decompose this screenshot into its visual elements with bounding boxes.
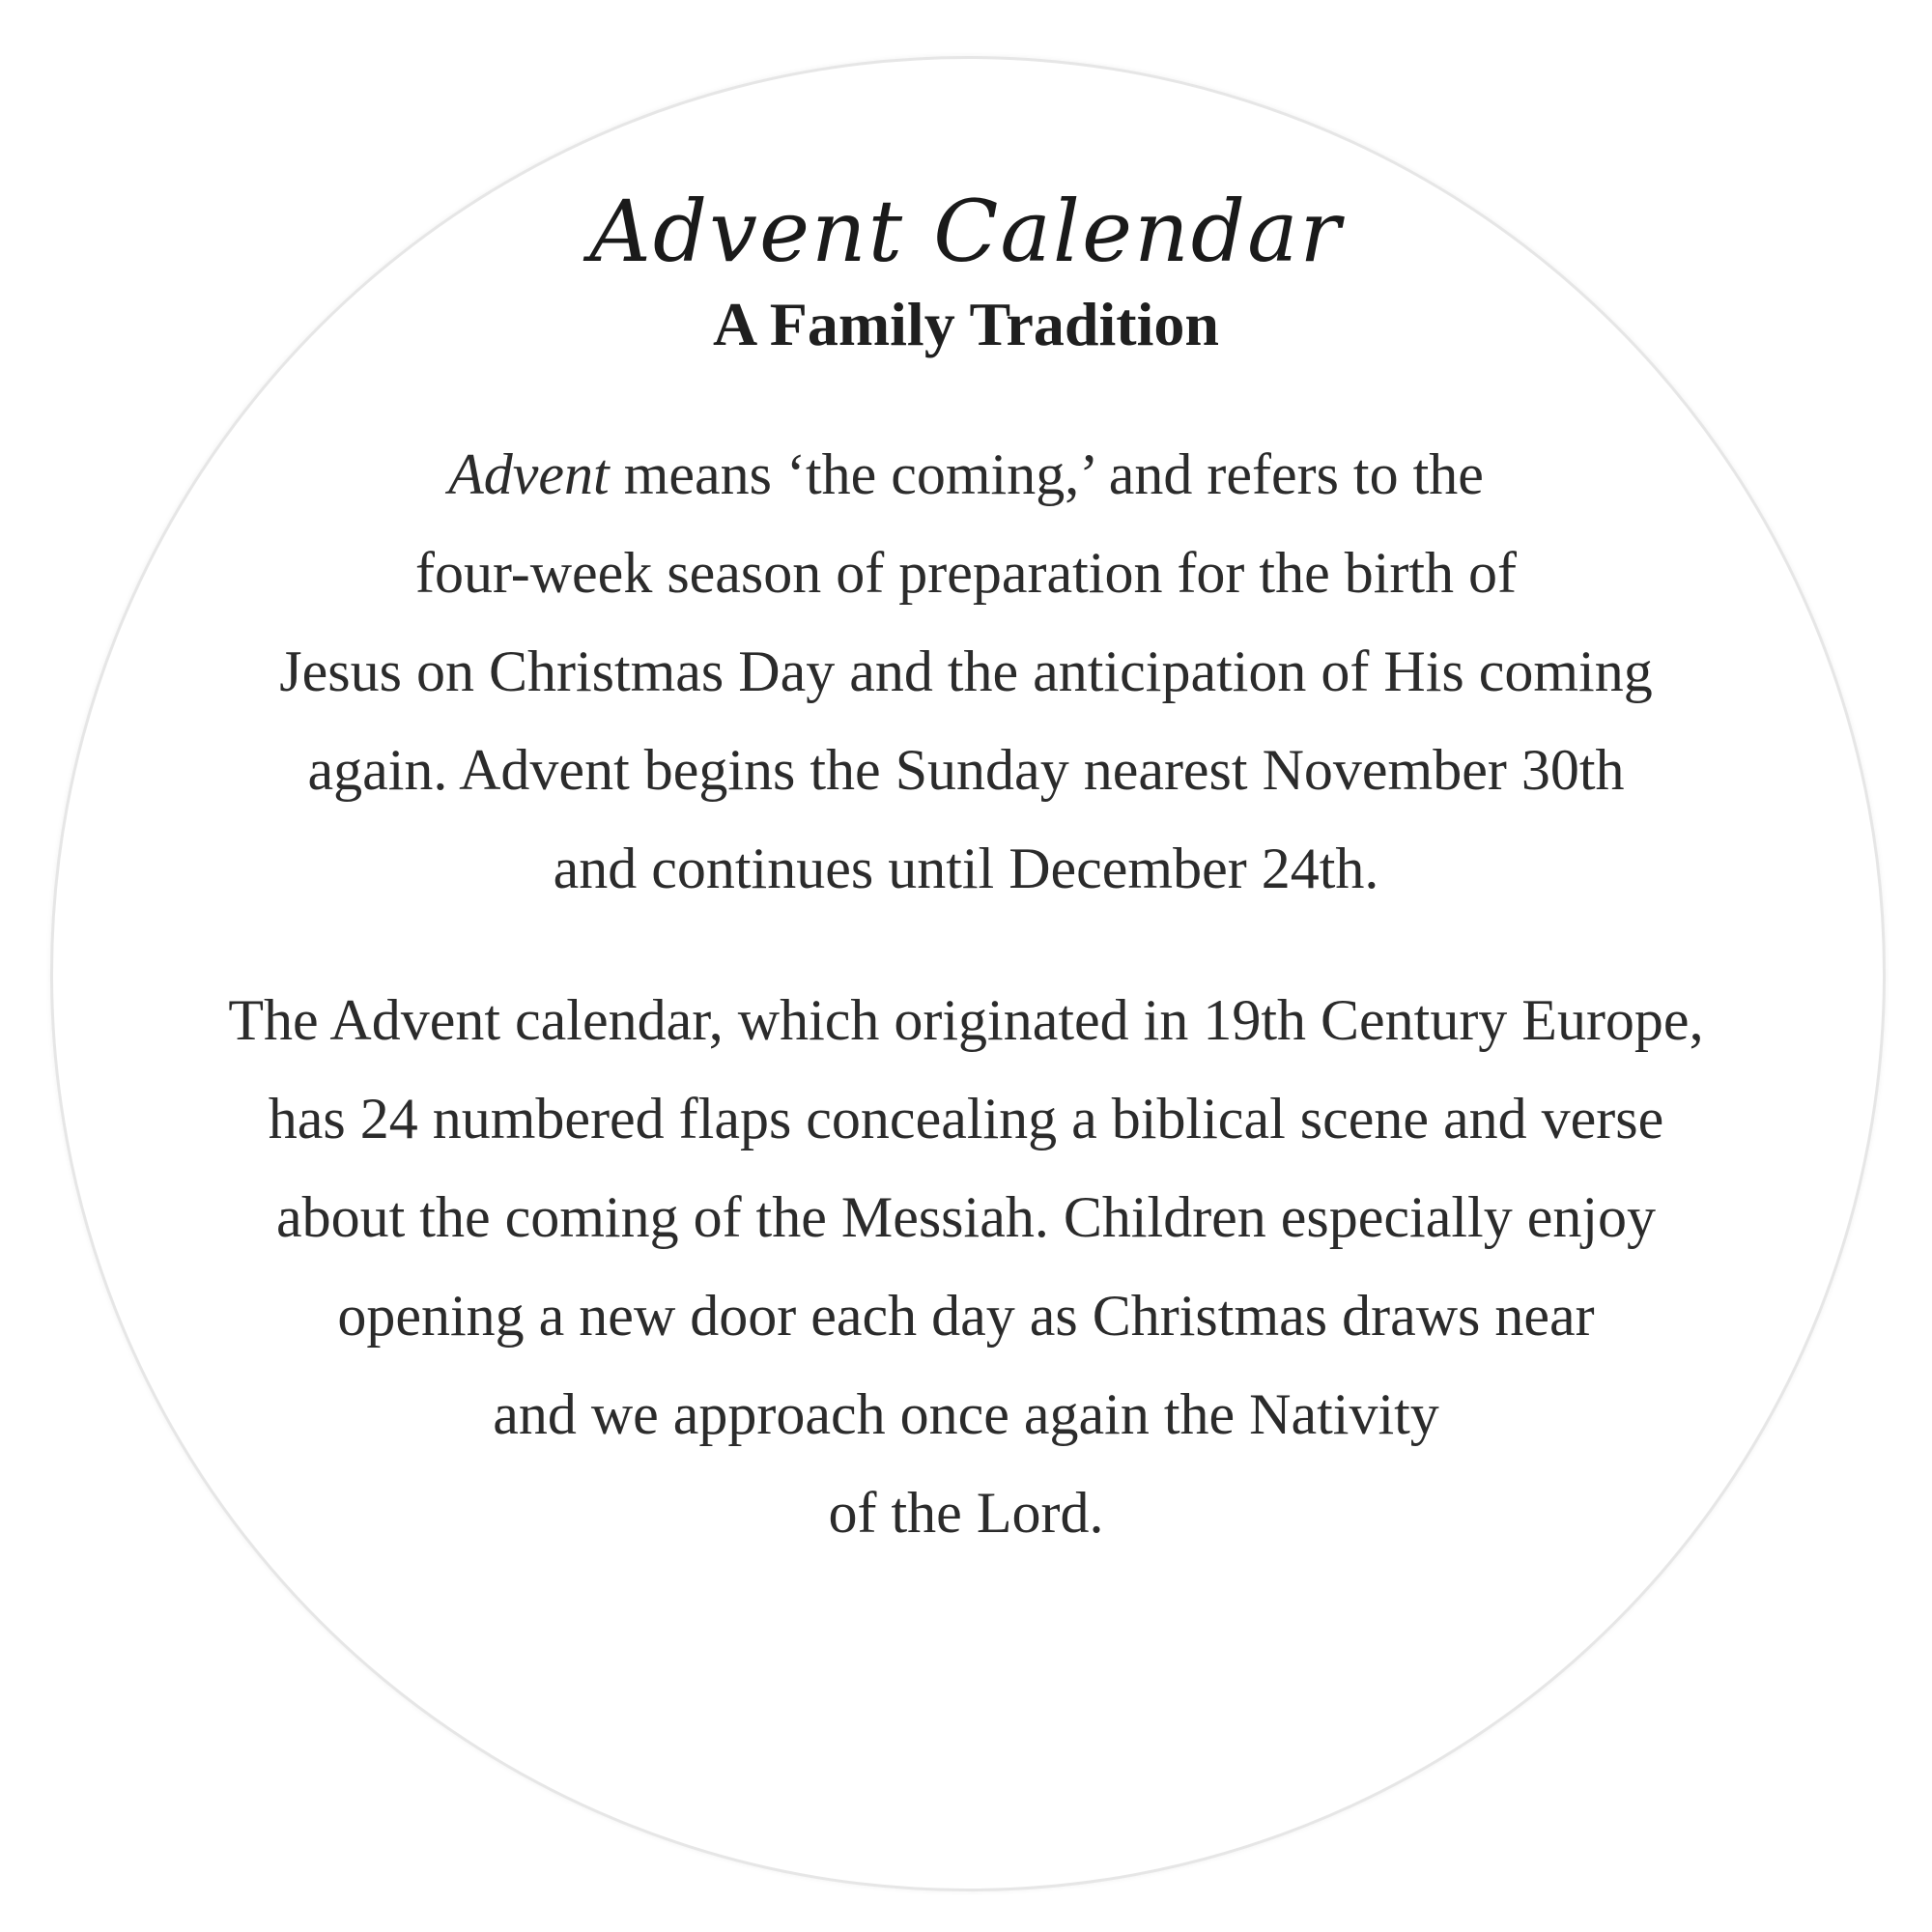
- text-line: about the coming of the Messiah. Children especially enjoy: [276, 1185, 1656, 1249]
- text-line-rest: means ‘the coming,’ and refers to the: [609, 442, 1484, 506]
- paragraph-advent-meaning: [0, 425, 1932, 918]
- text-line: [0, 425, 1932, 524]
- text-line: and we approach once again the Nativity: [493, 1382, 1439, 1446]
- text-line: has 24 numbered flaps concealing a biblical scene and verse: [268, 1087, 1664, 1151]
- card-subtitle: A Family Tradition: [713, 290, 1219, 358]
- text-line: and continues until December 24th.: [553, 837, 1379, 900]
- paragraph-calendar-history: [0, 971, 1932, 1562]
- italic-word: Advent: [448, 442, 610, 506]
- card-title: Advent Calendar: [589, 182, 1343, 281]
- text-line: four-week season of preparation for the birth of: [414, 541, 1518, 605]
- text-line: Jesus on Christmas Day and the anticipation of His coming: [279, 639, 1653, 703]
- text-line: again. Advent begins the Sunday nearest November 30th: [307, 738, 1625, 802]
- text-line: opening a new door each day as Christmas draws near: [337, 1284, 1595, 1348]
- text-line: of the Lord.: [828, 1481, 1104, 1545]
- text-line: The Advent calendar, which originated in 19th Century Europe,: [228, 988, 1704, 1052]
